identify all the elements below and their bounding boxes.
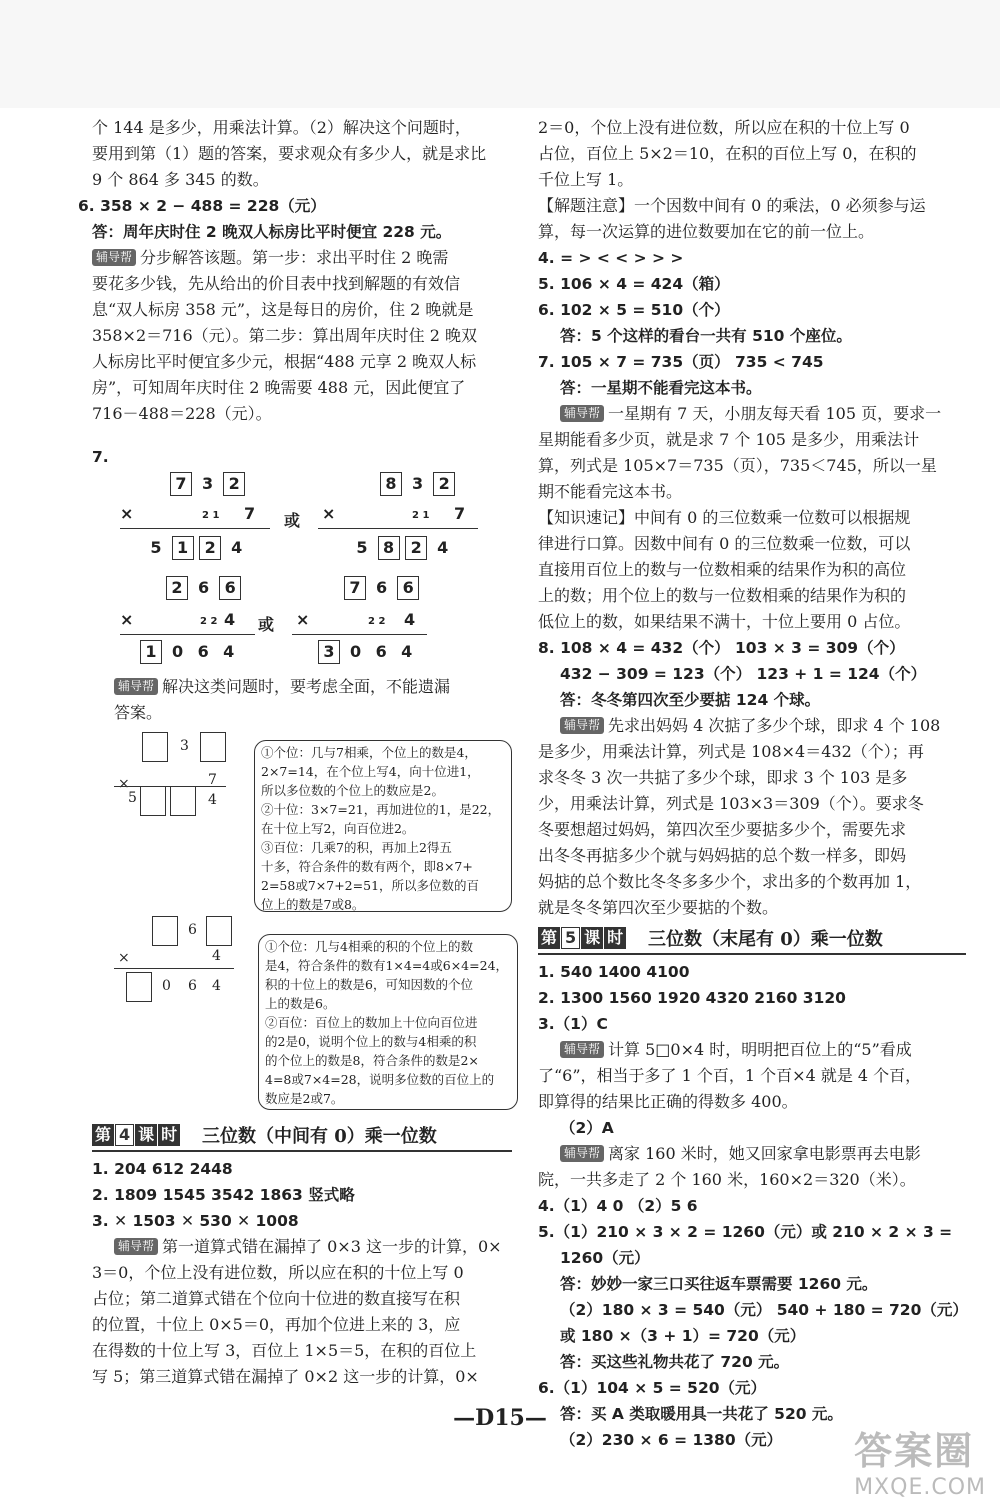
- help-line: 院，一共多走了 2 个 160 米，160×2＝320（米）。: [538, 1170, 916, 1189]
- q6-equation: 6. 358 × 2 − 488 = 228（元）: [78, 197, 326, 215]
- help-line: 房”，可知周年庆时住 2 晚需要 488 元，因此便宜了: [92, 378, 466, 397]
- text-line: 个 144 是多少，用乘法计算。（2）解决这个问题时，: [92, 118, 471, 137]
- lesson-title: 三位数（末尾有 0）乘一位数: [648, 929, 883, 950]
- lesson-title: 三位数（中间有 0）乘一位数: [202, 1126, 437, 1147]
- digit-diagram-2: 6 × 4 0 6 4: [112, 916, 242, 1006]
- text-line: 占位，百位上 5×2＝10，在积的百位上写 0，在积的: [538, 144, 917, 163]
- help-line: 716－488＝228（元）。: [92, 404, 272, 423]
- help-line: 算，列式是 105×7＝735（页），735＜745，所以一星: [538, 456, 937, 475]
- knowledge-line: 律进行口算。因数中间有 0 的三位数乘一位数，可以: [538, 534, 911, 553]
- answer-line: 3.（1）C: [538, 1015, 608, 1033]
- help-line: 写 5；第三道算式错在漏掉了 0×2 这一步的计算，0×: [92, 1367, 479, 1386]
- knowledge-line: 上的数；用个位上的数与一位数相乘的结果作为积的: [538, 586, 907, 605]
- explanation-note-2: ①个位：几与4相乘的积的个位上的数 是4，符合条件的数有1×4=4或6×4=24， 积的十位上的数是6，可知因数的个位 上的数是6。 ②百位：百位上的数加上十位向百位进 的2是0，说明个位上的数与4相乘的积 的个位上的数是8，符合条件的数是2× 4=8或7×4=28，说明多位数的百位上的 数应是2或7。: [258, 934, 518, 1110]
- knowledge-line: 直接用百位上的数与一位数相乘的结果作为积的高位: [538, 560, 907, 579]
- knowledge-line: 【知识速记】中间有 0 的三位数乘一位数可以根据规: [538, 508, 911, 527]
- text-line: 2＝0，个位上没有进位数，所以应在积的十位上写 0: [538, 118, 910, 137]
- answer-line: 3. ✕ 1503 ✕ 530 ✕ 1008: [92, 1212, 299, 1230]
- help-line: 的位置，十位上 0×5＝0，再加个位进上来的 3，应: [92, 1315, 461, 1334]
- helper-tag: 辅导帮: [560, 717, 604, 734]
- answer-line: 答：一星期不能看完这本书。: [560, 379, 762, 397]
- blank-box: [152, 916, 178, 946]
- answer-line: 答：买这些礼物共花了 720 元。: [560, 1353, 790, 1371]
- help-line: 辅导帮 离家 160 米时，她又回家拿电影票再去电影: [538, 1141, 966, 1167]
- helper-tag: 辅导帮: [92, 249, 136, 266]
- answer-line: 6.（1）104 × 5 = 520（元）: [538, 1379, 767, 1397]
- text-line: 千位上写 1。: [538, 170, 634, 189]
- blank-box: [140, 786, 166, 816]
- answer-line: 1. 540 1400 4100: [538, 963, 690, 981]
- help-line: 358×2＝716（元）。第二步：算出周年庆时住 2 晚双: [92, 326, 478, 345]
- answer-line: 1. 204 612 2448: [92, 1160, 233, 1178]
- knowledge-line: 低位上的数，如果结果不满十，十位上要用 0 占位。: [538, 612, 911, 631]
- text-line: 9 个 864 多 345 的数。: [92, 170, 269, 189]
- help-line: 辅导帮 分步解答该题。第一步：求出平时住 2 晚需: [92, 245, 512, 271]
- digit-diagram-1: 3 × 7 5 4: [112, 732, 232, 822]
- answer-line: 4. = > < < > > >: [538, 249, 684, 267]
- right-column: [538, 115, 966, 1453]
- or-label: 或: [258, 615, 275, 634]
- explanation-note-1: ①个位：几与7相乘，个位上的数是4， 2×7=14，在个位上写4，向十位进1， 所以多位数的个位上的数应是2。 ②十位：3×7=21，再加进位的1，是22， 在十位上写2，向百位进2。 ③百位：几乘7的积，再加上2得五 十多，符合条件的数有两个，即8×7+ 2=58或7×7+2=51，所以多位数的百 位上的数是7或8。: [254, 740, 512, 912]
- lesson-5-header: 第 5 课 时 三位数（末尾有 0）乘一位数: [538, 925, 966, 955]
- answer-line: 答：妙妙一家三口买往返车票需要 1260 元。: [560, 1275, 878, 1293]
- answer-line: 2. 1300 1560 1920 4320 2160 3120: [538, 989, 846, 1007]
- help-line: 冬要想超过妈妈，第四次至少要掂多少个，需要先求: [538, 820, 907, 839]
- help-line: 辅导帮 一星期有 7 天，小朋友每天看 105 页，要求一: [538, 401, 966, 427]
- lesson-4-header: 第 4 课 时 三位数（中间有 0）乘一位数: [92, 1122, 512, 1152]
- blank-box: [126, 972, 152, 1002]
- help-line: 是多少，用乘法计算，列式是 108×4＝432（个）；再: [538, 742, 924, 761]
- answer-line: 6. 102 × 5 = 510（个）: [538, 301, 730, 319]
- text-line: 要用到第（1）题的答案，要求观众有多少人，就是求比: [92, 144, 487, 163]
- help-line: 即算得的结果比正确的得数多 400。: [538, 1092, 798, 1111]
- answer-line: （2）230 × 6 = 1380（元）: [560, 1431, 783, 1449]
- page-number: —D15—: [453, 1405, 547, 1431]
- top-margin: [0, 0, 1000, 108]
- answer-line: 432 − 309 = 123（个） 123 + 1 = 124（个）: [560, 665, 927, 683]
- answer-line: 1260（元）: [560, 1249, 650, 1267]
- answer-line: 8. 108 × 4 = 432（个） 103 × 3 = 309（个）: [538, 639, 905, 657]
- vertical-calc-1b: 8 3 2 × 2 1 7 5 8 2 4: [318, 472, 478, 564]
- help-line: 息“双人标房 358 元”，这是每日的房价，住 2 晚就是: [92, 300, 474, 319]
- help-line: 人标房比平时便宜多少元，根据“488 元享 2 晚双人标: [92, 352, 477, 371]
- q6-answer: 答：周年庆时住 2 晚双人标房比平时便宜 228 元。: [92, 223, 452, 241]
- help-line: 辅导帮 计算 5□0×4 时，明明把百位上的“5”看成: [538, 1037, 966, 1063]
- helper-tag: 辅导帮: [560, 1145, 604, 1162]
- help-line: 3＝0，个位上没有进位数，所以应在积的十位上写 0: [92, 1263, 464, 1282]
- answer-line: （2）A: [560, 1119, 614, 1137]
- help-line: 就是冬冬第四次至少要掂的个数。: [538, 898, 779, 917]
- answer-line: 4.（1）4 0 （2）5 6: [538, 1197, 698, 1215]
- answer-line: 答：买 A 类取暖用具一共花了 520 元。: [560, 1405, 843, 1423]
- answer-line: 5.（1）210 × 3 × 2 = 1260（元）或 210 × 2 × 3 =: [538, 1223, 953, 1241]
- text-line: 【解题注意】一个因数中间有 0 的乘法，0 必须参与运: [538, 196, 926, 215]
- vertical-calc-2a: 2 6 6 × 2 2 4 1 0 6 4: [120, 576, 280, 668]
- help-line: 要花多少钱，先从给出的价目表中找到解题的有效信: [92, 274, 461, 293]
- helper-tag: 辅导帮: [560, 405, 604, 422]
- help-line: 占位；第二道算式错在个位向十位进的数直接写在积: [92, 1289, 461, 1308]
- helper-tag: 辅导帮: [560, 1041, 604, 1058]
- helper-tag: 辅导帮: [114, 678, 158, 695]
- help-line: 星期能看多少页，就是求 7 个 105 是多少，用乘法计: [538, 430, 920, 449]
- helper-tag: 辅导帮: [114, 1238, 158, 1255]
- blank-box: [206, 916, 232, 946]
- watermark: 答案圈 MXQE.COM: [854, 1429, 986, 1500]
- vertical-calc-2b: 7 6 6 × 2 2 4 3 0 6 4: [292, 576, 452, 668]
- q7-label: 7.: [92, 448, 109, 466]
- text-line: 算，每一次运算的进位数要加在它的前一位上。: [538, 222, 875, 241]
- answer-line: （2）180 × 3 = 540（元） 540 + 180 = 720（元）: [560, 1301, 968, 1319]
- help-line: 了“6”，相当于多了 1 个百，1 个百×4 就是 4 个百，: [538, 1066, 922, 1085]
- blank-box: [200, 732, 226, 762]
- help-line: 出冬冬再掂多少个就与妈妈掂的总个数一样多，即妈: [538, 846, 907, 865]
- left-column: [78, 115, 512, 427]
- or-label: 或: [284, 511, 301, 530]
- answer-line: 答：冬冬第四次至少要掂 124 个球。: [560, 691, 821, 709]
- help-line: 在得数的十位上写 3，百位上 1×5＝5，在积的百位上: [92, 1341, 477, 1360]
- vertical-calc-1a: 7 3 2 × 2 1 7 5 1 2 4: [120, 472, 280, 564]
- help-line: 求冬冬 3 次一共掂了多少个球，即求 3 个 103 是多: [538, 768, 908, 787]
- answer-line: 或 180 ×（3 + 1）= 720（元）: [560, 1327, 806, 1345]
- blank-box: [142, 732, 168, 762]
- help-line: 妈掂的总个数比冬冬多多少个，求出多的个数再加 1，: [538, 872, 922, 891]
- blank-box: [170, 786, 196, 816]
- q7-help: 辅导帮 解决这类问题时，要考虑全面，不能遗漏 答案。: [114, 677, 451, 722]
- help-line: 期不能看完这本书。: [538, 482, 683, 501]
- lesson-4-section: [92, 1118, 512, 1390]
- help-line: 少，用乘法计算，列式是 103×3＝309（个）。要求冬: [538, 794, 924, 813]
- answer-line: 2. 1809 1545 3542 1863 竖式略: [92, 1186, 355, 1204]
- answer-line: 5. 106 × 4 = 424（箱）: [538, 275, 730, 293]
- help-line: 辅导帮 先求出妈妈 4 次掂了多少个球，即求 4 个 108: [538, 713, 966, 739]
- answer-line: 答：5 个这样的看台一共有 510 个座位。: [560, 327, 852, 345]
- help-line: 辅导帮 第一道算式错在漏掉了 0×3 这一步的计算，0×: [92, 1234, 512, 1260]
- answer-line: 7. 105 × 7 = 735（页） 735 < 745: [538, 353, 824, 371]
